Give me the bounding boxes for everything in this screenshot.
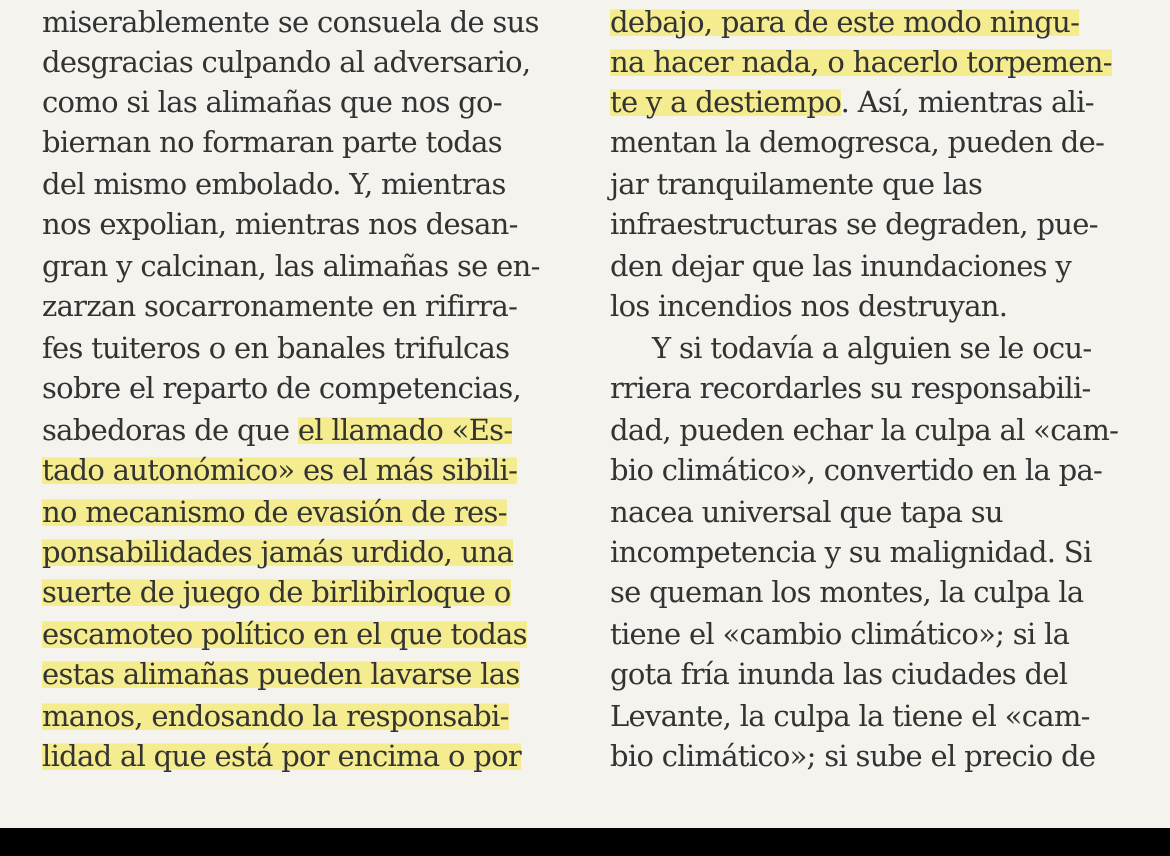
highlighted-text: tado autonómico» es el más sibili- [42,453,518,487]
text-line: gota fría inunda las ciudades del [610,657,1068,691]
text-line [42,614,527,654]
text-line: se queman los montes, la culpa la [610,575,1084,609]
text-line: biernan no formaran parte todas [42,125,502,159]
text-line: tiene el «cambio climático»; si la [610,617,1070,651]
highlighted-text: lidad al que está por encima o por [42,739,522,773]
text-line: mentan la demogresca, pueden de- [610,125,1105,159]
text-line [610,2,1079,42]
text-line: nacea universal que tapa su [610,495,1003,529]
text-line: bio climático», convertido en la pa- [610,453,1103,487]
text-line: gran y calcinan, las alimañas se en- [42,249,540,283]
text-line [42,572,511,612]
text-line: rriera recordarles su responsabili- [610,371,1091,405]
highlighted-text: ponsabilidades jamás urdido, una [42,535,514,569]
text-line: nos expolian, mientras nos desan- [42,207,518,241]
text-line [42,450,517,490]
text-line: miserablemente se consuela de sus [42,5,539,39]
text-line: como si las alimañas que nos go- [42,85,502,119]
highlighted-text: debajo, para de este modo ningu- [610,5,1080,39]
text-line: den dejar que las inundaciones y [610,249,1072,283]
text-line: dad, pueden echar la culpa al «cam- [610,413,1119,447]
highlighted-text: el llamado «Es- [297,413,513,447]
text-line: desgracias culpando al adversario, [42,45,531,79]
text-line: incompetencia y su malignidad. Si [610,535,1092,569]
text-line [42,736,521,776]
text-line: te y a destiempo. Así, mientras ali- [610,85,1094,119]
screen-bottom-bar [0,828,1170,856]
highlighted-text: escamoteo político en el que todas [42,617,527,651]
text-line: del mismo embolado. Y, mientras [42,167,506,201]
highlighted-text: te y a destiempo [610,85,841,119]
text-line: Levante, la culpa la tiene el «cam- [610,699,1090,733]
highlighted-text: estas alimañas pueden lavarse las [42,657,520,691]
text-line: fes tuiteros o en banales trifulcas [42,331,510,365]
highlighted-text: na hacer nada, o hacerlo torpemen- [610,45,1112,79]
text-line: sobre el reparto de competencias, [42,371,522,405]
text-line [42,532,513,572]
text-line: zarzan socarronamente en rifirra- [42,289,518,323]
text-line: sabedoras de que el llamado «Es- [42,413,513,447]
text-line: bio climático»; si sube el precio de [610,739,1096,773]
paragraph-end-line: los incendios nos destruyan. [610,289,1008,323]
text-line [610,42,1112,82]
highlighted-text: no mecanismo de evasión de res- [42,495,507,529]
highlighted-text: suerte de juego de birlibirloque o [42,575,511,609]
highlighted-text: manos, endosando la responsabi- [42,699,509,733]
text-line [42,654,520,694]
text-line: jar tranquilamente que las [610,167,983,201]
text-line [42,696,509,736]
text-line: infraestructuras se degraden, pue- [610,207,1098,241]
paragraph-start-line: Y si todavía a alguien se le ocu- [652,331,1092,365]
text-line [42,492,507,532]
